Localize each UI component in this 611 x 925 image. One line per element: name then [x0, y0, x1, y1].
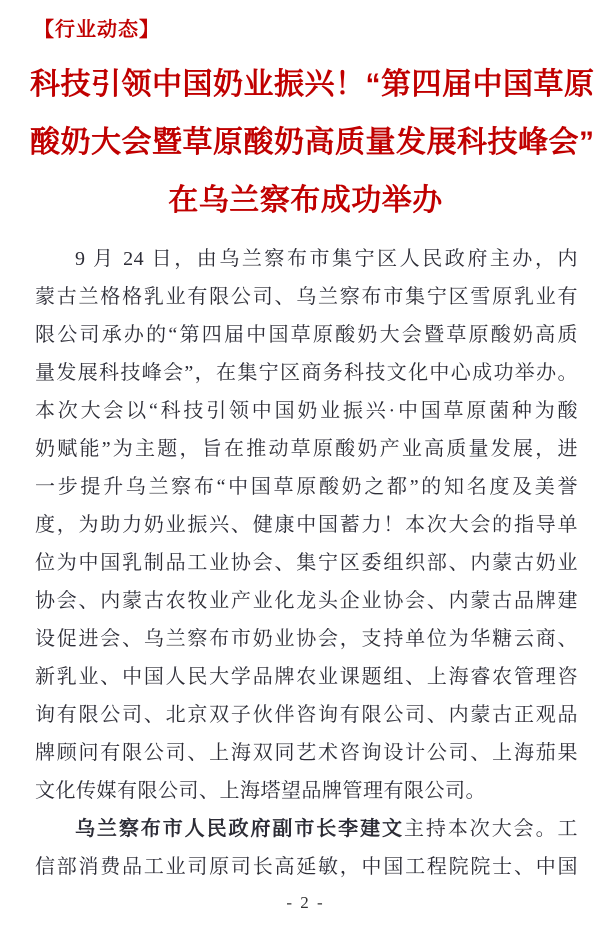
- title-line: 酸奶大会暨草原酸奶高质量发展科技峰会”: [30, 126, 595, 159]
- body-text-run: 限公司承办的“第四届中国草原酸奶大会暨草原酸奶高质: [35, 324, 578, 346]
- body-text-run: 信部消费品工业司原司长高延敏，中国工程院院士、中国: [35, 856, 578, 878]
- body-line: [35, 848, 578, 886]
- body-line: [35, 658, 578, 696]
- article-title: [30, 56, 595, 230]
- body-line: [35, 810, 578, 848]
- bold-name-run: 乌兰察布市人民政府副市长李建文: [75, 818, 404, 840]
- title-line: 在乌兰察布成功举办: [168, 184, 443, 217]
- body-line: [35, 696, 578, 734]
- body-line: [35, 544, 578, 582]
- body-text-run: 文化传媒有限公司、上海塔望品牌管理有限公司。: [35, 780, 486, 802]
- section-tag: 【行业动态】: [34, 19, 160, 41]
- title-line: 科技引领中国奶业振兴！“第四届中国草原: [30, 68, 595, 101]
- body-line: [35, 734, 578, 772]
- body-line: [35, 278, 578, 316]
- body-line: [35, 772, 578, 810]
- body-text-run: 位为中国乳制品工业协会、集宁区委组织部、内蒙古奶业: [35, 552, 578, 574]
- body-text-run: 奶赋能”为主题，旨在推动草原酸奶产业高质量发展，进: [35, 438, 578, 460]
- body-line: [35, 240, 578, 278]
- body-text-run: 询有限公司、北京双子伙伴咨询有限公司、内蒙古正观品: [35, 704, 578, 726]
- body-text-run: 一步提升乌兰察布“中国草原酸奶之都”的知名度及美誉: [35, 476, 578, 498]
- body-text-run: 度，为助力奶业振兴、健康中国蓄力！本次大会的指导单: [35, 514, 578, 536]
- body-text-run: 量发展科技峰会”，在集宁区商务科技文化中心成功举办。: [35, 362, 578, 384]
- body-text-run: 蒙古兰格格乳业有限公司、乌兰察布市集宁区雪原乳业有: [35, 286, 578, 308]
- body-text-run: 设促进会、乌兰察布市奶业协会，支持单位为华糖云商、: [35, 628, 578, 650]
- article-body: [35, 240, 578, 886]
- body-line: [35, 468, 578, 506]
- body-text-run: 主持本次大会。工: [403, 818, 579, 840]
- body-line: [35, 316, 578, 354]
- body-text-run: 9 月 24 日，由乌兰察布市集宁区人民政府主办，内: [75, 248, 578, 270]
- body-text-run: 本次大会以“科技引领中国奶业振兴·中国草原菌种为酸: [35, 400, 578, 422]
- body-line: [35, 392, 578, 430]
- body-line: [35, 506, 578, 544]
- body-text-run: 牌顾问有限公司、上海双同艺术咨询设计公司、上海茄果: [35, 742, 578, 764]
- body-line: [35, 354, 578, 392]
- body-text-run: 协会、内蒙古农牧业产业化龙头企业协会、内蒙古品牌建: [35, 590, 578, 612]
- body-line: [35, 620, 578, 658]
- body-line: [35, 582, 578, 620]
- page-number: - 2 -: [286, 893, 325, 912]
- body-line: [35, 430, 578, 468]
- body-text-run: 新乳业、中国人民大学品牌农业课题组、上海睿农管理咨: [35, 666, 578, 688]
